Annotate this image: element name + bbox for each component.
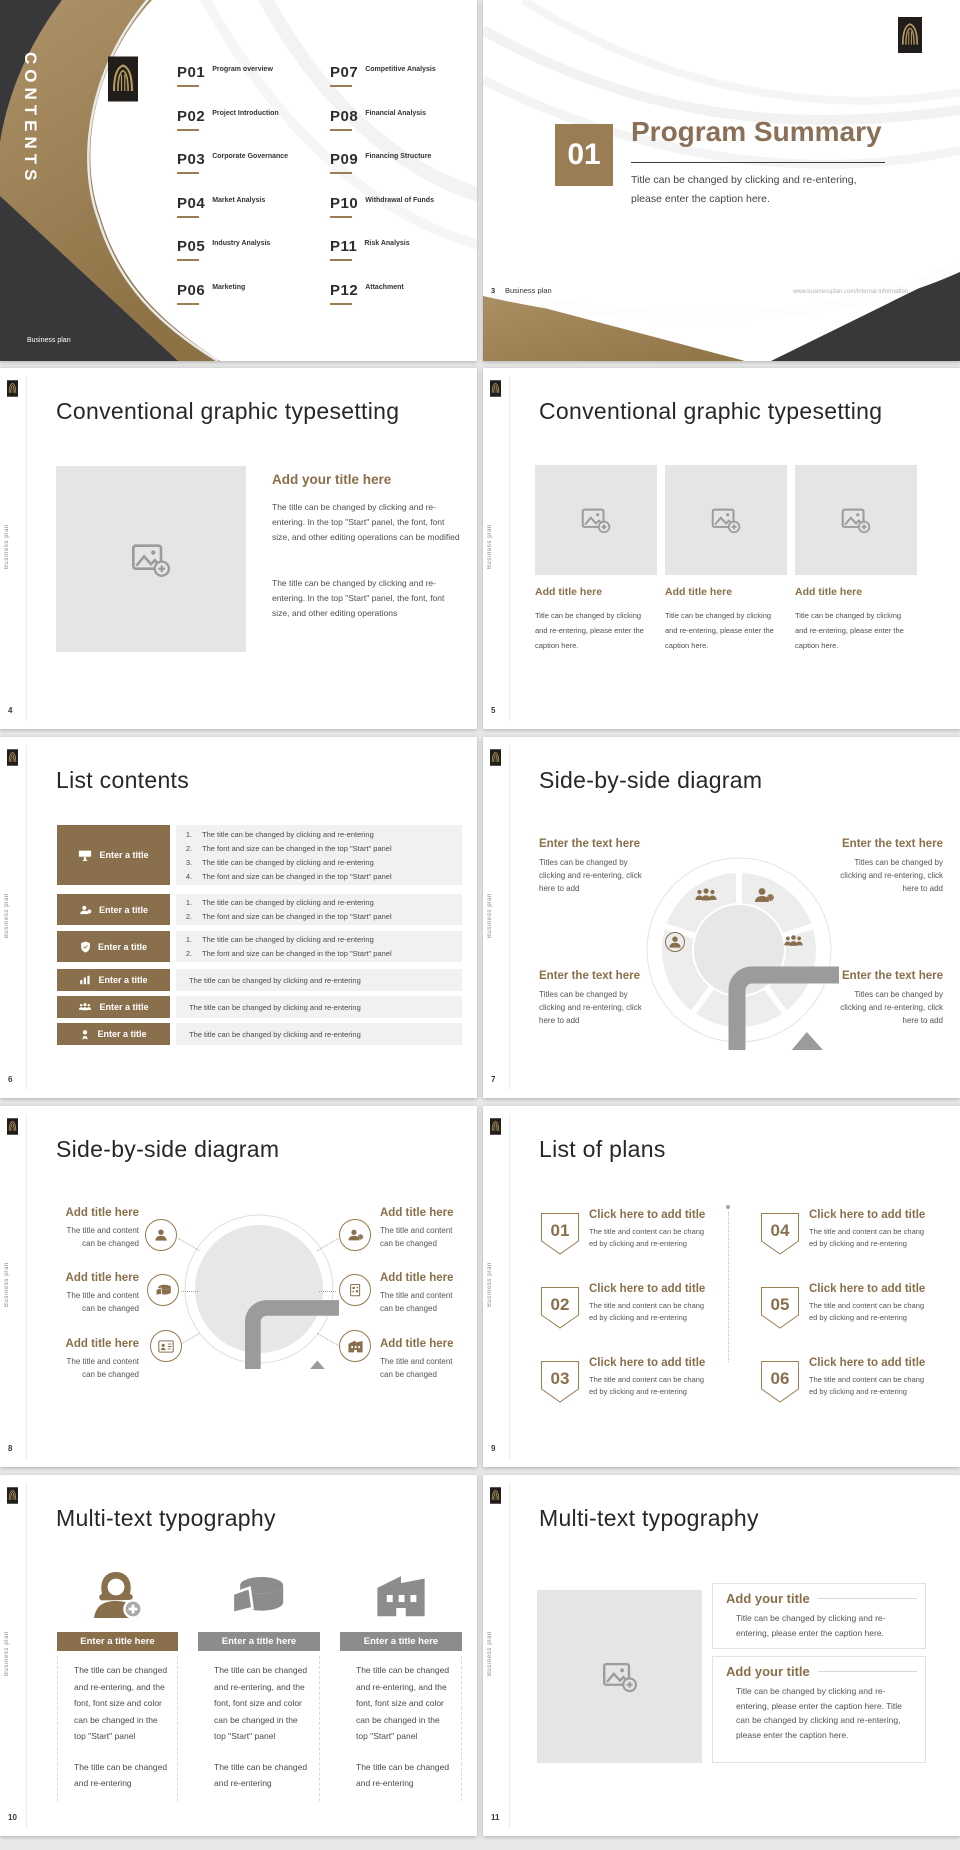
slide-page-number: 10 bbox=[8, 1813, 17, 1822]
plan-caption: ed by clicking and re-entering bbox=[809, 1387, 907, 1396]
sidebar-divider bbox=[509, 745, 510, 1090]
divider-dot bbox=[726, 1205, 730, 1209]
plan-number-badge bbox=[540, 1360, 580, 1404]
list-button-label: Enter a title bbox=[97, 941, 147, 952]
column-body bbox=[198, 1656, 320, 1801]
toc-number: P11 bbox=[330, 238, 358, 255]
plan-caption: The title and content can be chang bbox=[809, 1227, 925, 1236]
item-number: 2. bbox=[185, 949, 193, 958]
shield-icon bbox=[80, 941, 91, 953]
team-icon bbox=[78, 1002, 92, 1012]
diagram-heading: Enter the text here bbox=[539, 970, 640, 982]
slide-footer-label: Business plan bbox=[505, 286, 552, 295]
slide-ring-diagram[interactable] bbox=[483, 737, 960, 1098]
column-header[interactable]: Enter a title here bbox=[198, 1632, 320, 1651]
list-text-panel bbox=[176, 825, 462, 885]
company-logo bbox=[7, 1487, 18, 1504]
slide-multitext-columns[interactable] bbox=[0, 1475, 477, 1836]
toc-item[interactable] bbox=[177, 195, 265, 218]
ring-diagram bbox=[639, 850, 839, 1050]
plan-number-badge bbox=[540, 1212, 580, 1256]
item-text: The font and size can be changed in the top "Start" panel bbox=[202, 872, 392, 881]
add-image-icon bbox=[602, 1660, 638, 1693]
plan-caption: The title and content can be chang bbox=[809, 1375, 925, 1384]
toc-label: Marketing bbox=[212, 284, 246, 291]
column-text-line: font, font size and color bbox=[74, 1698, 162, 1708]
svg-text:04: 04 bbox=[770, 1221, 790, 1240]
sidebar-label: Business plan bbox=[487, 893, 493, 939]
slide-page-number: 8 bbox=[8, 1444, 13, 1453]
toc-label: Financing Structure bbox=[365, 153, 432, 160]
diagram-heading: Add title here bbox=[380, 1207, 454, 1219]
image-placeholder[interactable] bbox=[535, 465, 657, 575]
diagram-caption: can be changed bbox=[82, 1370, 139, 1379]
heading-rule bbox=[818, 1671, 917, 1672]
list-title-button[interactable] bbox=[57, 825, 170, 885]
toc-number: P03 bbox=[177, 151, 206, 168]
plan-number-badge bbox=[760, 1286, 800, 1330]
item-text: The title can be changed by clicking and re-entering bbox=[202, 830, 374, 839]
toc-underline bbox=[177, 216, 199, 218]
sidebar-divider bbox=[26, 376, 27, 721]
toc-underline bbox=[177, 85, 199, 87]
item-number: 3. bbox=[185, 858, 193, 867]
toc-number: P07 bbox=[330, 64, 359, 81]
woman-icon bbox=[86, 1567, 146, 1621]
slide-page-number: 11 bbox=[491, 1813, 500, 1822]
plan-caption: The title and content can be chang bbox=[589, 1375, 705, 1384]
diagram-caption: Titles can be changed by clicking and re-entering, click here to add bbox=[840, 858, 943, 893]
section-caption-line1: Title can be changed by clicking and re-entering, bbox=[631, 174, 857, 186]
list-button-label: Enter a title bbox=[99, 1002, 149, 1012]
item-number: 1. bbox=[185, 935, 193, 944]
diagram-heading: Enter the text here bbox=[842, 970, 943, 982]
plan-caption: ed by clicking and re-entering bbox=[589, 1387, 687, 1396]
item-text: The font and size can be changed in the top "Start" panel bbox=[202, 912, 392, 921]
card-caption: Title can be changed by clicking and re-entering, please enter the caption here. bbox=[795, 611, 904, 650]
toc-number: P06 bbox=[177, 282, 206, 299]
toc-label: Corporate Governance bbox=[212, 153, 289, 160]
box-caption: Title can be changed by clicking and re-entering, please enter the caption here. Title can be changed by clicking and re-entering, please enter the caption here. bbox=[736, 1686, 902, 1740]
toc-number: P12 bbox=[330, 282, 359, 299]
item-text: The title can be changed by clicking and re-entering bbox=[202, 858, 374, 867]
plan-caption: ed by clicking and re-entering bbox=[589, 1239, 687, 1248]
diagram-caption: The title and content bbox=[380, 1357, 453, 1366]
plan-heading: Click here to add title bbox=[809, 1209, 926, 1221]
doc-qr-icon bbox=[348, 1283, 363, 1298]
diagram-heading: Add title here bbox=[65, 1207, 139, 1219]
slide-title: Multi-text typography bbox=[56, 1505, 276, 1531]
diagram-heading: Enter the text here bbox=[539, 838, 640, 850]
hub-circle bbox=[179, 1209, 339, 1369]
column-text-line: and re-entering bbox=[74, 1778, 132, 1788]
item-text: The title can be changed by clicking and re-entering bbox=[189, 1002, 361, 1012]
dotted-divider bbox=[728, 1212, 729, 1362]
diagram-caption: can be changed bbox=[82, 1304, 139, 1313]
list-button-label: Enter a title bbox=[99, 850, 149, 860]
company-logo bbox=[490, 749, 501, 766]
column-text-line: top "Start" panel bbox=[356, 1731, 418, 1741]
plan-caption: ed by clicking and re-entering bbox=[589, 1313, 687, 1322]
node-circle[interactable] bbox=[150, 1330, 182, 1362]
item-number: 2. bbox=[185, 912, 193, 921]
presentation-icon bbox=[78, 850, 92, 861]
company-logo bbox=[7, 749, 18, 766]
section-title-rule bbox=[631, 162, 885, 163]
sidebar-divider bbox=[509, 1114, 510, 1459]
slide-title: Side-by-side diagram bbox=[56, 1136, 280, 1162]
toc-label: Industry Analysis bbox=[212, 240, 271, 247]
sidebar-label: Business plan bbox=[4, 1631, 10, 1677]
toc-number: P05 bbox=[177, 238, 206, 255]
column-text-line: and re-entering, and the bbox=[74, 1681, 165, 1692]
diagram-heading: Add title here bbox=[380, 1338, 454, 1350]
slide-page-number: 7 bbox=[491, 1075, 496, 1084]
plan-caption: The title and content can be chang bbox=[589, 1227, 705, 1236]
sidebar-divider bbox=[26, 1483, 27, 1828]
company-logo bbox=[7, 380, 18, 397]
section-title: Program Summary bbox=[631, 116, 882, 147]
slide-footer-label: Business plan bbox=[27, 337, 71, 344]
slide-page-number: 3 bbox=[491, 286, 496, 295]
diagram-heading: Add title here bbox=[65, 1338, 139, 1350]
slide-title: Conventional graphic typesetting bbox=[56, 398, 400, 424]
sidebar-label: Business plan bbox=[4, 524, 10, 570]
column-text-line: font, font size and color bbox=[356, 1698, 444, 1708]
slide-page-number: 6 bbox=[8, 1075, 13, 1084]
plan-heading: Click here to add title bbox=[809, 1357, 926, 1369]
content-paragraph: The title can be changed by clicking and re-entering. In the top "Start" panel, the font, font size, and other editing operations bbox=[272, 578, 445, 618]
toc-label: Financial Analysis bbox=[365, 110, 427, 117]
connector-line bbox=[319, 1291, 336, 1292]
toc-label: Program overview bbox=[212, 66, 273, 73]
column-body bbox=[57, 1656, 178, 1801]
toc-number: P02 bbox=[177, 108, 206, 125]
slide-page-number: 5 bbox=[491, 706, 496, 715]
card-heading: Add title here bbox=[535, 586, 603, 598]
list-text-panel bbox=[176, 931, 462, 962]
diagram-heading: Add title here bbox=[65, 1272, 139, 1284]
toc-underline bbox=[177, 259, 199, 261]
slide-title: List contents bbox=[56, 767, 190, 793]
image-placeholder[interactable] bbox=[795, 465, 917, 575]
bar-chart-icon bbox=[79, 975, 91, 985]
list-text-panel bbox=[176, 1023, 462, 1045]
add-image-icon bbox=[841, 506, 871, 534]
slide-title: Side-by-side diagram bbox=[539, 767, 763, 793]
plan-number-badge bbox=[760, 1360, 800, 1404]
company-logo bbox=[898, 17, 922, 53]
toc-item[interactable] bbox=[330, 151, 431, 174]
slide-contents[interactable] bbox=[0, 0, 477, 361]
column-text-line: The title can be changed bbox=[356, 1665, 450, 1675]
plan-heading: Click here to add title bbox=[589, 1209, 706, 1221]
toc-number: P04 bbox=[177, 195, 206, 212]
svg-text:05: 05 bbox=[770, 1295, 790, 1314]
column-text-line: and re-entering, and the bbox=[356, 1681, 447, 1692]
heading-rule bbox=[818, 1598, 917, 1599]
building-icon bbox=[347, 1338, 364, 1354]
diagram-caption: The title and content bbox=[66, 1357, 139, 1366]
toc-item[interactable] bbox=[330, 108, 426, 131]
toc-item[interactable] bbox=[330, 282, 404, 305]
sidebar-label: Business plan bbox=[487, 1262, 493, 1308]
plan-caption: The title and content can be chang bbox=[589, 1301, 705, 1310]
list-text-panel bbox=[176, 996, 462, 1018]
list-title-button[interactable] bbox=[57, 894, 170, 925]
column-text-line: and re-entering bbox=[356, 1778, 414, 1788]
slide-typesetting-2[interactable] bbox=[483, 368, 960, 729]
toc-item[interactable] bbox=[330, 64, 436, 87]
member-icon bbox=[80, 1029, 90, 1040]
column-text-line: and re-entering bbox=[214, 1778, 272, 1788]
item-number: 2. bbox=[185, 844, 193, 853]
list-title-button[interactable] bbox=[57, 969, 170, 991]
text-box[interactable] bbox=[712, 1583, 926, 1649]
image-placeholder[interactable] bbox=[665, 465, 787, 575]
plan-heading: Click here to add title bbox=[809, 1283, 926, 1295]
toc-underline bbox=[330, 172, 352, 174]
diagram-heading: Enter the text here bbox=[842, 838, 943, 850]
column-text-line: can be changed in the bbox=[356, 1714, 440, 1725]
sidebar-divider bbox=[509, 376, 510, 721]
toc-number: P01 bbox=[177, 64, 206, 81]
plan-caption: ed by clicking and re-entering bbox=[809, 1313, 907, 1322]
diagram-caption: Titles can be changed by clicking and re-entering, click here to add bbox=[840, 990, 943, 1025]
card-heading: Add title here bbox=[795, 586, 863, 598]
company-logo bbox=[490, 380, 501, 397]
column-text-line: can be changed in the bbox=[214, 1714, 298, 1725]
slide-typesetting-1[interactable] bbox=[0, 368, 477, 729]
diagram-caption: The title and content bbox=[66, 1291, 139, 1300]
column-text-line: and re-entering, and the bbox=[214, 1681, 305, 1692]
toc-label: Risk Analysis bbox=[364, 240, 410, 247]
sidebar-divider bbox=[26, 1114, 27, 1459]
sidebar-label: Business plan bbox=[487, 1631, 493, 1677]
contents-vertical-title: CONTENTS bbox=[21, 52, 40, 186]
toc-number: P10 bbox=[330, 195, 359, 212]
slide-page-number: 4 bbox=[8, 706, 13, 715]
plan-number-badge bbox=[760, 1212, 800, 1256]
cake-icon bbox=[155, 1283, 172, 1297]
column-header[interactable]: Enter a title here bbox=[340, 1632, 462, 1651]
item-text: The font and size can be changed in the top "Start" panel bbox=[202, 844, 392, 853]
sidebar-label: Business plan bbox=[4, 893, 10, 939]
cake-icon bbox=[229, 1571, 287, 1619]
toc-item[interactable] bbox=[177, 64, 273, 87]
item-text: The title can be changed by clicking and re-entering bbox=[189, 975, 361, 985]
list-button-label: Enter a title bbox=[98, 975, 148, 985]
svg-text:03: 03 bbox=[550, 1369, 570, 1388]
column-text-line: top "Start" panel bbox=[74, 1731, 136, 1741]
toc-item[interactable] bbox=[177, 151, 288, 174]
column-header[interactable]: Enter a title here bbox=[57, 1632, 178, 1651]
plan-heading: Click here to add title bbox=[589, 1283, 706, 1295]
toc-underline bbox=[330, 259, 352, 261]
node-circle[interactable] bbox=[339, 1219, 371, 1251]
svg-text:06: 06 bbox=[770, 1369, 790, 1388]
add-image-icon bbox=[711, 506, 741, 534]
plan-caption: The title and content can be chang bbox=[809, 1301, 925, 1310]
item-text: The title can be changed by clicking and re-entering bbox=[202, 898, 374, 907]
slide-title: Multi-text typography bbox=[539, 1505, 759, 1531]
content-heading: Add your title here bbox=[272, 472, 392, 487]
item-text: The font and size can be changed in the top "Start" panel bbox=[202, 949, 392, 958]
toc-underline bbox=[330, 216, 352, 218]
diagram-caption: can be changed bbox=[380, 1370, 437, 1379]
node-circle[interactable] bbox=[145, 1219, 177, 1251]
building-icon bbox=[372, 1569, 430, 1621]
column-text-line: top "Start" panel bbox=[214, 1731, 276, 1741]
list-button-label: Enter a title bbox=[98, 904, 148, 915]
person-gear-icon bbox=[79, 904, 92, 916]
slide-list-of-plans[interactable] bbox=[483, 1106, 960, 1467]
diagram-caption: Titles can be changed by clicking and re-entering, click here to add bbox=[539, 990, 642, 1025]
node-circle[interactable] bbox=[339, 1274, 371, 1306]
toc-underline bbox=[330, 303, 352, 305]
svg-text:01: 01 bbox=[550, 1221, 570, 1240]
list-title-button[interactable] bbox=[57, 931, 170, 962]
content-paragraph: The title can be changed by clicking and re-entering. In the top "Start" panel, the font, font size, and other editing operations can be modified bbox=[272, 502, 460, 542]
diagram-caption: The title and content bbox=[380, 1226, 453, 1235]
column-text-line: can be changed in the bbox=[74, 1714, 158, 1725]
toc-label: Withdrawal of Funds bbox=[365, 197, 434, 204]
connector-line bbox=[181, 1291, 198, 1292]
column-text-line: The title can be changed bbox=[356, 1761, 450, 1772]
item-number: 4. bbox=[185, 872, 193, 881]
toc-item[interactable] bbox=[177, 282, 245, 305]
toc-number: P08 bbox=[330, 108, 359, 125]
toc-label: Competitive Analysis bbox=[365, 66, 436, 73]
column-text-line: The title can be changed bbox=[214, 1761, 308, 1772]
item-text: The title can be changed by clicking and re-entering bbox=[189, 1029, 361, 1039]
list-title-button[interactable] bbox=[57, 1023, 170, 1045]
column-text-line: The title can be changed bbox=[214, 1665, 308, 1675]
toc-item[interactable] bbox=[330, 195, 434, 218]
text-box[interactable] bbox=[712, 1656, 926, 1763]
slide-hub-diagram[interactable] bbox=[0, 1106, 477, 1467]
plan-caption: ed by clicking and re-entering bbox=[809, 1239, 907, 1248]
column-text-line: font, font size and color bbox=[214, 1698, 302, 1708]
slide-multitext-image[interactable] bbox=[483, 1475, 960, 1836]
add-image-icon bbox=[581, 506, 611, 534]
section-number-badge: 01 bbox=[555, 124, 613, 186]
column-body bbox=[340, 1656, 462, 1801]
box-heading: Add your title bbox=[726, 1591, 810, 1606]
box-heading: Add your title bbox=[726, 1664, 810, 1679]
section-caption-line2: please enter the caption here. bbox=[631, 193, 770, 205]
sidebar-label: Business plan bbox=[4, 1262, 10, 1308]
company-logo bbox=[490, 1118, 501, 1135]
add-image-icon bbox=[131, 541, 171, 578]
company-logo bbox=[108, 56, 138, 102]
slide-section-01[interactable] bbox=[483, 0, 960, 361]
company-logo bbox=[490, 1487, 501, 1504]
item-number: 1. bbox=[185, 830, 193, 839]
toc-number: P09 bbox=[330, 151, 359, 168]
item-number: 1. bbox=[185, 898, 193, 907]
box-caption: Title can be changed by clicking and re-entering, please enter the caption here. bbox=[736, 1613, 886, 1638]
toc-underline bbox=[330, 129, 352, 131]
svg-text:02: 02 bbox=[550, 1295, 570, 1314]
slide-footer-url: www.businessplan.com/internal information bbox=[792, 289, 908, 295]
toc-item[interactable] bbox=[330, 238, 410, 261]
node-circle[interactable] bbox=[339, 1330, 371, 1362]
toc-item[interactable] bbox=[177, 108, 279, 131]
node-circle[interactable] bbox=[147, 1274, 179, 1306]
card-caption: Title can be changed by clicking and re-entering, please enter the caption here. bbox=[665, 611, 774, 650]
id-card-icon bbox=[158, 1340, 174, 1353]
item-text: The title can be changed by clicking and re-entering bbox=[202, 935, 374, 944]
column-text-line: The title can be changed bbox=[74, 1665, 168, 1675]
card-heading: Add title here bbox=[665, 586, 733, 598]
list-text-panel bbox=[176, 969, 462, 991]
diagram-caption: can be changed bbox=[380, 1304, 437, 1313]
toc-underline bbox=[177, 172, 199, 174]
contents-background bbox=[0, 0, 477, 361]
toc-label: Project Introduction bbox=[212, 110, 279, 117]
list-title-button[interactable] bbox=[57, 996, 170, 1018]
toc-underline bbox=[177, 303, 199, 305]
person-add-icon bbox=[153, 1227, 169, 1243]
toc-label: Attachment bbox=[365, 284, 404, 291]
diagram-caption: The title and content bbox=[66, 1226, 139, 1235]
company-logo bbox=[7, 1118, 18, 1135]
diagram-caption: can be changed bbox=[82, 1239, 139, 1248]
sidebar-label: Business plan bbox=[487, 524, 493, 570]
card-caption: Title can be changed by clicking and re-entering, please enter the caption here. bbox=[535, 611, 644, 650]
diagram-heading: Add title here bbox=[380, 1272, 454, 1284]
plan-number-badge bbox=[540, 1286, 580, 1330]
diagram-caption: Titles can be changed by clicking and re-entering, click here to add bbox=[539, 858, 642, 893]
diagram-caption: The title and content bbox=[380, 1291, 453, 1300]
sidebar-divider bbox=[509, 1483, 510, 1828]
list-text-panel bbox=[176, 894, 462, 925]
plan-heading: Click here to add title bbox=[589, 1357, 706, 1369]
person-gear-icon bbox=[347, 1227, 364, 1243]
list-button-label: Enter a title bbox=[97, 1029, 147, 1039]
image-placeholder[interactable] bbox=[537, 1590, 702, 1763]
image-placeholder[interactable] bbox=[56, 466, 246, 652]
slide-list-contents[interactable] bbox=[0, 737, 477, 1098]
slide-title: Conventional graphic typesetting bbox=[539, 398, 883, 424]
toc-underline bbox=[330, 85, 352, 87]
slide-page-number: 9 bbox=[491, 1444, 496, 1453]
slide-title: List of plans bbox=[539, 1136, 666, 1162]
column-text-line: The title can be changed bbox=[74, 1761, 168, 1772]
sidebar-divider bbox=[26, 745, 27, 1090]
toc-underline bbox=[177, 129, 199, 131]
diagram-caption: can be changed bbox=[380, 1239, 437, 1248]
toc-item[interactable] bbox=[177, 238, 270, 261]
toc-label: Market Analysis bbox=[212, 197, 266, 204]
